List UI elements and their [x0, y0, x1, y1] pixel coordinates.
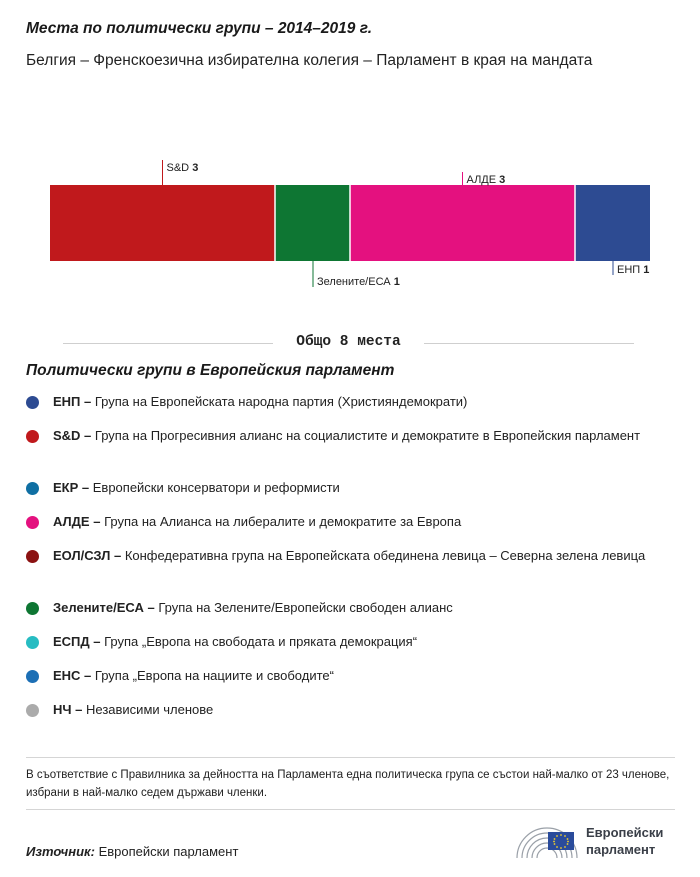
total-seats-label: Общо 8 места: [296, 334, 401, 350]
logo-line-1: Европейски: [586, 825, 664, 840]
european-parliament-logo: [514, 820, 684, 860]
source-line: [26, 844, 238, 859]
legend-description: Независими членове: [82, 702, 214, 717]
segment-label: Зелените/ЕСА 1: [317, 276, 400, 288]
legend-item: [26, 599, 656, 617]
legend-description: Европейски консерватори и реформисти: [89, 480, 340, 495]
segment-label: ЕНП 1: [617, 264, 650, 276]
legend-color-dot: [26, 636, 39, 649]
legend-description: Група „Европа на свободата и пряката демокрация“: [100, 634, 418, 649]
source-label: Източник:: [26, 844, 95, 859]
bar-segment: [50, 185, 275, 261]
footnote-divider-top: [26, 757, 675, 758]
legend-item: [26, 547, 656, 565]
parliament-hemicycle-icon: [514, 820, 580, 860]
legend-description: Група „Европа на нациите и свободите“: [91, 668, 334, 683]
legend-abbr: Зелените/ЕСА –: [53, 600, 155, 615]
legend-item: [26, 633, 656, 651]
legend-color-dot: [26, 550, 39, 563]
legend-item: [26, 393, 656, 411]
legend-title: Политически групи в Европейския парламент: [26, 362, 395, 379]
bar-segment: [575, 185, 650, 261]
logo-text: [586, 824, 663, 858]
footnote-divider-bottom: [26, 809, 675, 810]
legend-description: Група на Алианса на либералите и демократите за Европа: [100, 514, 462, 529]
legend-color-dot: [26, 430, 39, 443]
legend-color-dot: [26, 396, 39, 409]
legend-abbr: ЕНП –: [53, 394, 92, 409]
legend-item: [26, 479, 656, 497]
legend-description: Група на Европейската народна партия (Християндемократи): [91, 394, 468, 409]
chart-subtitle: Белгия – Френскоезична избирателна колегия – Парламент в края на мандата: [26, 52, 593, 69]
legend-color-dot: [26, 670, 39, 683]
source-value: Европейски парламент: [98, 844, 239, 859]
legend-abbr: АЛДЕ –: [53, 514, 101, 529]
legend-color-dot: [26, 516, 39, 529]
legend-abbr: ЕНС –: [53, 668, 92, 683]
chart-title: Места по политически групи – 2014–2019 г.: [26, 20, 373, 37]
legend-description: Група на Прогресивния алианс на социалистите и демократите в Европейския парламент: [91, 428, 641, 443]
legend-abbr: НЧ –: [53, 702, 83, 717]
legend-item: [26, 701, 656, 719]
legend-abbr: ЕКР –: [53, 480, 90, 495]
legend-color-dot: [26, 602, 39, 615]
bar-segment: [350, 185, 575, 261]
legend-abbr: S&D –: [53, 428, 92, 443]
legend-item: [26, 667, 656, 685]
bar-segment: [275, 185, 350, 261]
legend-description: Група на Зелените/Европейски свободен алианс: [154, 600, 453, 615]
legend-description: Конфедеративна група на Европейската обединена левица – Северна зелена левица: [121, 548, 646, 563]
total-divider-right: [424, 343, 634, 344]
segment-label: S&D 3: [166, 162, 199, 174]
legend-abbr: ЕСПД –: [53, 634, 101, 649]
legend-item: [26, 427, 656, 445]
legend-color-dot: [26, 704, 39, 717]
total-seats-row: [63, 333, 634, 353]
legend-item: [26, 513, 656, 531]
legend-abbr: ЕОЛ/СЗЛ –: [53, 548, 122, 563]
logo-line-2: парламент: [586, 842, 656, 857]
seat-bar-chart: [0, 150, 700, 295]
footnote-text: В съответствие с Правилника за дейността на Парламента една политическа група се състои най-малко от 23 членове, избрани в най-малко седем държави членки.: [26, 769, 670, 799]
legend-color-dot: [26, 482, 39, 495]
segment-label: АЛДЕ 3: [466, 174, 506, 186]
